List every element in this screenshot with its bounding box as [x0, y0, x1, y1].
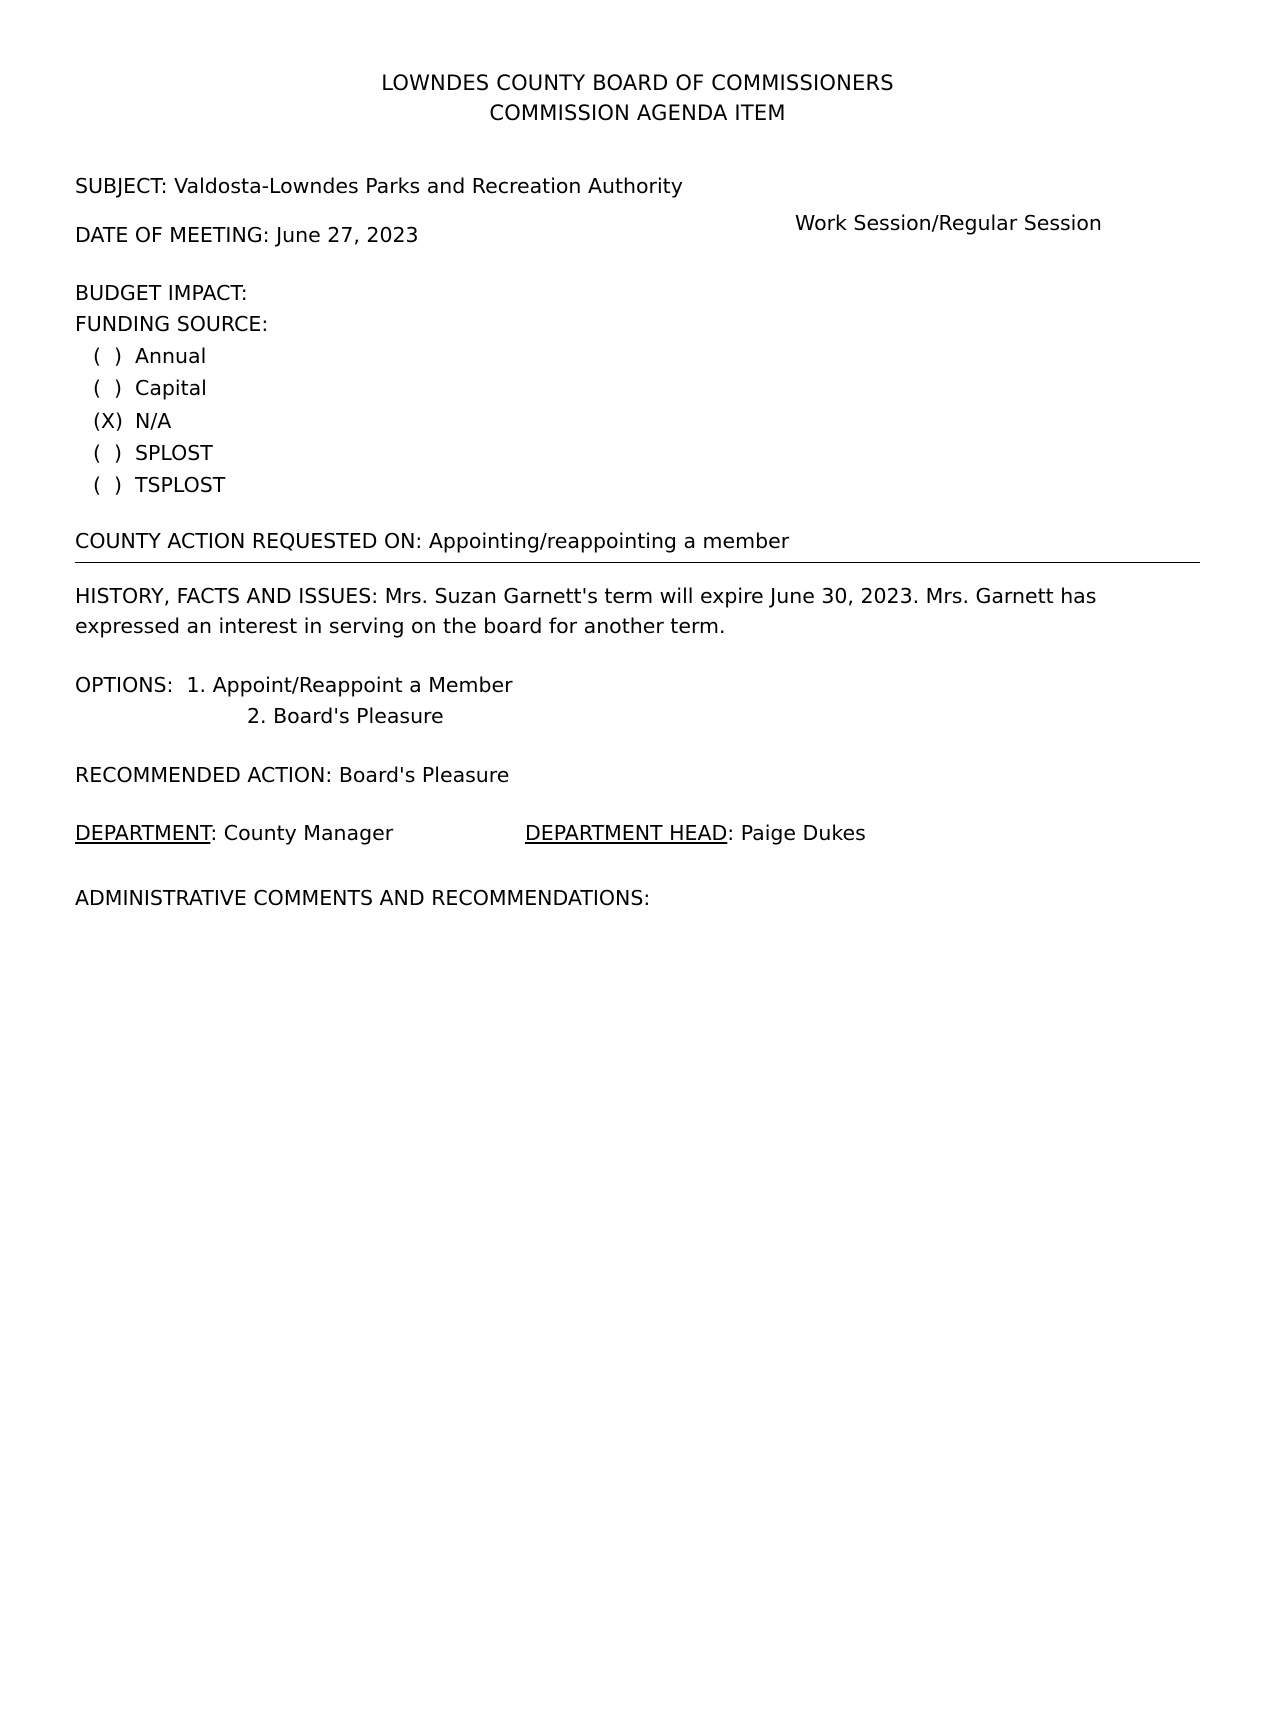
funding-source-options — [75, 340, 1200, 502]
options-row — [75, 670, 1200, 732]
option-item-1: 1. Appoint/Reappoint a Member — [186, 673, 513, 697]
department-value: : County Manager — [210, 821, 394, 846]
recommended-action-row — [75, 760, 1200, 791]
county-action-row — [75, 526, 1200, 563]
funding-option-annual[interactable] — [93, 340, 1200, 372]
county-action-label: COUNTY ACTION REQUESTED ON: — [75, 528, 423, 553]
department-label: DEPARTMENT — [75, 821, 211, 846]
checkbox-na[interactable]: (X) — [93, 408, 124, 433]
header-line-2: COMMISSION AGENDA ITEM — [489, 101, 786, 126]
document-header — [0, 68, 1275, 129]
funding-option-tsplost[interactable] — [93, 469, 1200, 501]
spacer — [75, 849, 1200, 883]
header-line-1: LOWNDES COUNTY BOARD OF COMMISSIONERS — [381, 71, 894, 95]
admin-comments-label: ADMINISTRATIVE COMMENTS AND RECOMMENDATIONS: — [75, 886, 651, 910]
options-label: OPTIONS: — [75, 673, 174, 697]
spacer — [75, 642, 1200, 670]
spacer — [75, 250, 1200, 278]
subject-row — [75, 171, 1200, 202]
spacer — [75, 790, 1200, 818]
subject-value: Valdosta-Lowndes Parks and Recreation Authority — [174, 173, 683, 198]
checkbox-tsplost[interactable]: ( ) — [93, 473, 123, 498]
funding-option-label: N/A — [135, 408, 172, 433]
session-note: Work Session/Regular Session — [795, 210, 1102, 235]
spacer — [75, 732, 1200, 760]
funding-option-label: Capital — [135, 376, 207, 401]
budget-impact-label: BUDGET IMPACT: — [75, 281, 248, 306]
agenda-item-page — [0, 68, 1275, 1719]
history-row — [75, 581, 1200, 643]
funding-option-na[interactable] — [93, 405, 1200, 437]
funding-option-capital[interactable] — [93, 372, 1200, 404]
department-row — [75, 818, 1200, 849]
subject-label: SUBJECT: — [75, 173, 168, 198]
department-head-group — [525, 818, 866, 849]
date-value: June 27, 2023 — [276, 222, 419, 247]
funding-option-label: TSPLOST — [135, 473, 226, 498]
checkbox-capital[interactable]: ( ) — [93, 376, 123, 401]
department-head-value: : Paige Dukes — [727, 821, 866, 846]
option-item-2: 2. Board's Pleasure — [247, 703, 444, 728]
recommended-action-label: RECOMMENDED ACTION: — [75, 762, 333, 787]
checkbox-annual[interactable]: ( ) — [93, 343, 123, 368]
funding-option-label: SPLOST — [135, 441, 213, 465]
date-row — [75, 210, 1200, 251]
county-action-value: Appointing/reappointing a member — [428, 528, 790, 553]
department-head-label: DEPARTMENT HEAD — [525, 821, 728, 846]
checkbox-splost[interactable]: ( ) — [93, 441, 123, 465]
date-label: DATE OF MEETING: — [75, 222, 270, 247]
history-value: Mrs. Suzan Garnett's term will expire June 30, 2023. Mrs. Garnett has expressed an interest in serving on the board for another term. — [75, 583, 1097, 639]
funding-option-label: Annual — [135, 343, 207, 368]
history-label: HISTORY, FACTS AND ISSUES: — [75, 583, 379, 608]
recommended-action-value: Board's Pleasure — [338, 762, 510, 787]
funding-source-label: FUNDING SOURCE: — [75, 312, 269, 337]
funding-option-splost[interactable] — [93, 437, 1200, 469]
document-body — [75, 171, 1200, 914]
